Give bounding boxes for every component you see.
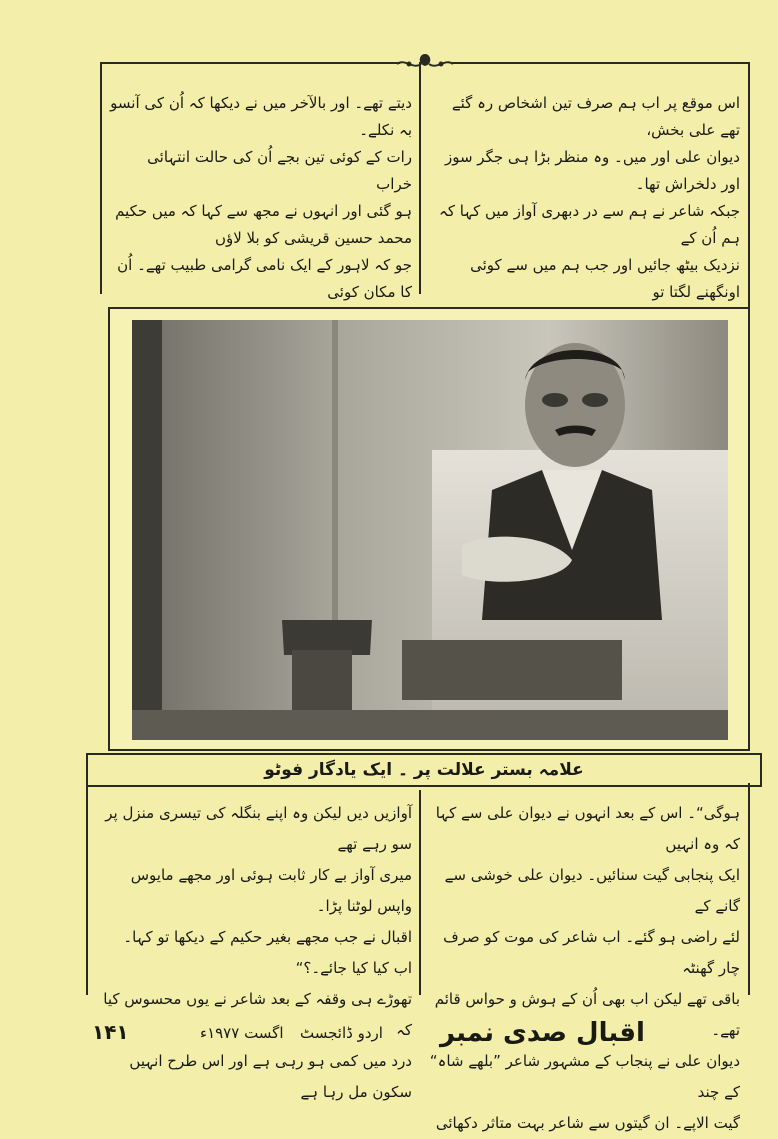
text-line: دیوان علی نے پنجاب کے مشہور شاعر ”بلھے شاہ“ کے چند [429, 1052, 740, 1101]
footer-date: اگست ۱۹۷۷ء [200, 1024, 284, 1042]
text-line: تھوڑے ہی وقفہ کے بعد شاعر نے یوں محسوس کیا کہ [103, 990, 412, 1039]
top-rule-left [100, 62, 400, 64]
top-rule-right [452, 62, 750, 64]
text-line: آوازیں دیں لیکن وہ اپنے بنگلہ کی تیسری منزل پر سو رہے تھے [105, 804, 412, 853]
text-line: میری آواز بے کار ثابت ہوئی اور مجھے مایوس واپس لوٹنا پڑا۔ [130, 866, 412, 915]
text-line: اب کیا کیا جائے۔؟“ [295, 959, 412, 977]
text-line: رات کے کوئی تین بجے اُن کی حالت انتہائی خراب [147, 148, 412, 193]
bottom-right-border [748, 783, 750, 995]
text-line: ہوگی“۔ اس کے بعد انہوں نے دیوان علی سے کہا کہ وہ انہیں [435, 804, 740, 853]
caption-box [86, 753, 762, 787]
photo-illustration [132, 320, 728, 740]
text-line: لئے راضی ہو گئے۔ اب شاعر کی موت کو صرف چار گھنٹہ [443, 928, 740, 977]
bottom-column-divider [419, 790, 421, 995]
text-line: نزدیک بیٹھ جائیں اور جب ہم میں سے کوئی اونگھنے لگتا تو [470, 256, 740, 301]
text-line: باقی تھے لیکن اب بھی اُن کے ہوش و حواس قائم تھے۔ [434, 990, 740, 1039]
footer-title: اقبال صدی نمبر [440, 1018, 645, 1048]
text-line: گیت الاپے۔ ان گیتوں سے شاعر بہت متاثر دکھائی [435, 1114, 740, 1132]
text-line: درد میں کمی ہو رہی ہے اور اس طرح انہیں سکون مل رہا ہے [129, 1052, 412, 1101]
bottom-left-column [94, 798, 412, 1108]
text-line: دیوان علی اور میں۔ وہ منظر بڑا ہی جگر سوز اور دلخراش تھا۔ [444, 148, 740, 193]
right-vertical-border [748, 62, 750, 307]
photo-caption: علامہ بستر علالت پر ۔ ایک یادگار فوٹو [264, 760, 584, 780]
text-line: اس موقع پر اب ہم صرف تین اشخاص رہ گئے تھے علی بخش، [451, 94, 740, 139]
bottom-left-border [86, 783, 88, 995]
iqbal-sickbed-photo [132, 320, 728, 740]
text-line: ایک پنجابی گیت سنائیں۔ دیوان علی خوشی سے گانے کے [444, 866, 740, 915]
page-number: ۱۴۱ [92, 1020, 129, 1044]
text-line: دیتے تھے۔ اور بالآخر میں نے دیکھا کہ اُن کی آنسو بہ نکلے۔ [110, 94, 412, 139]
top-column-divider [419, 62, 421, 294]
bottom-right-column [428, 798, 740, 1139]
text-line: جبکہ شاعر نے ہم سے در دبھری آواز میں کہا کہ ہم اُن کے [439, 202, 740, 247]
text-line: ہو گئی اور انہوں نے مجھ سے کہا کہ میں حکیم محمد حسین قریشی کو بلا لاؤں [115, 202, 412, 247]
left-vertical-border [100, 62, 102, 294]
text-line: اقبال نے جب مجھے بغیر حکیم کے دیکھا تو کہا۔ [123, 928, 412, 946]
footer-magazine: اردو ڈائجسٹ [300, 1024, 383, 1042]
flourish-ornament-icon [395, 50, 455, 74]
text-line: جو کہ لاہور کے ایک نامی گرامی طبیب تھے۔ اُن کا مکان کوئی [117, 256, 412, 301]
